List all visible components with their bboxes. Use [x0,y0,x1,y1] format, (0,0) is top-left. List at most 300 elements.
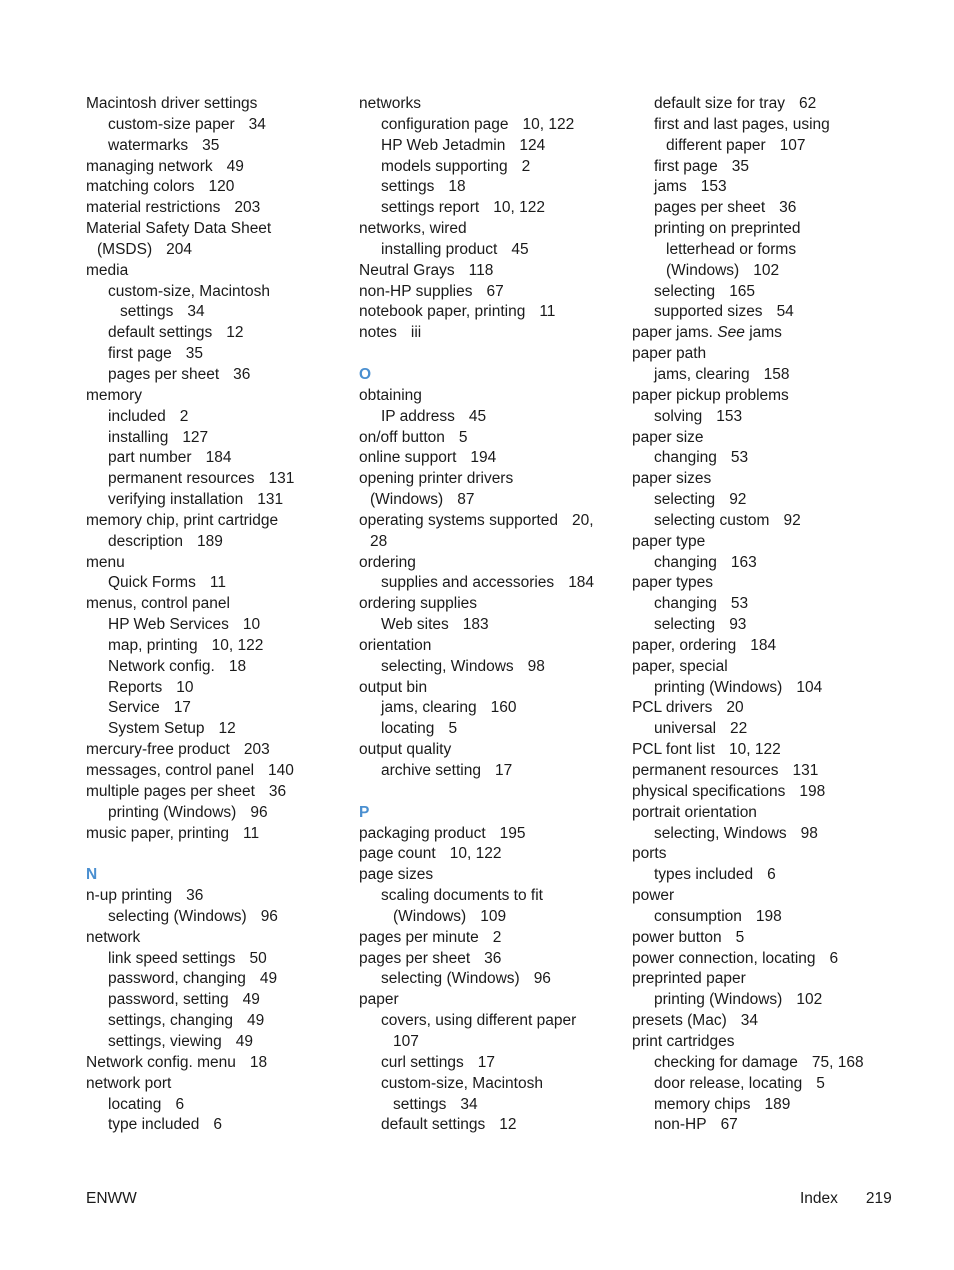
index-entry [359,428,619,449]
entry-term: HP Web Services [108,616,229,634]
entry-term: password, setting [108,991,229,1009]
page-reference[interactable]: 18 [448,178,466,196]
entry-term: online support [359,449,457,467]
entry-term: (Windows) [393,907,467,925]
index-entry [632,886,892,907]
entry-term: pages per minute [359,928,479,946]
entry-term: paper, ordering [632,636,737,654]
page-reference[interactable]: 49 [242,991,260,1009]
entry-term: matching colors [86,178,195,196]
index-subentry [86,323,341,344]
index-entry [632,469,892,490]
page-reference[interactable]: 93 [729,616,747,634]
index-entry [632,573,892,594]
entry-term: selecting, Windows [654,824,787,842]
index-entry [632,636,892,657]
entry-term: selecting (Windows) [108,907,247,925]
index-subentry [359,761,619,782]
index-entry [632,740,892,761]
entry-term: Service [108,699,160,717]
page-reference[interactable]: 35 [731,157,750,175]
index-entry [359,219,619,240]
index-entry [359,386,619,407]
page-reference[interactable]: 184 [750,636,777,654]
entry-term: link speed settings [108,949,236,967]
entry-term: paper path [632,345,707,363]
entry-term: memory chip, print cartridge [86,511,279,529]
page-reference[interactable]: 67 [486,282,504,300]
index-subentry [359,407,619,428]
entry-term: opening printer drivers [359,470,514,488]
spacer [86,844,341,865]
index-subentry [86,990,341,1011]
footer-publication-code: ENWW [86,1190,137,1207]
page-reference[interactable]: 49 [226,157,244,175]
page-reference[interactable]: 45 [468,407,487,425]
entry-term: paper types [632,574,713,592]
page-reference[interactable]: 36 [186,887,204,905]
page-reference[interactable]: 75, 168 [811,1053,864,1071]
index-subentry [86,428,341,449]
index-subentry [632,907,892,928]
entry-term: (Windows) [666,261,740,279]
entry-term: on/off button [359,428,445,446]
index-subentry [86,365,341,386]
index-subentry [359,240,619,261]
page-reference[interactable]: 92 [729,491,747,509]
index-subentry [86,969,341,990]
page-reference[interactable]: 62 [798,95,817,112]
page-reference[interactable]: 153 [716,407,743,425]
entry-term: changing [654,449,717,467]
entry-term: scaling documents to fit [381,887,543,905]
index-entry [86,824,341,845]
index-subentry [359,1053,619,1074]
index-subentry [632,261,892,282]
index-subentry [359,719,619,740]
entry-term: settings report [381,199,480,217]
page-reference[interactable]: 96 [250,803,268,821]
index-subentry [632,177,892,198]
entry-term: printing (Windows) [654,991,783,1009]
page-reference[interactable]: 10, 122 [211,636,264,654]
entry-term: custom-size paper [108,115,235,133]
page-reference[interactable]: 54 [776,303,794,321]
entry-term: first page [654,157,718,175]
entry-term: password, changing [108,970,246,988]
entry-term: supported sizes [654,303,763,321]
section-letter-text: P [359,803,370,821]
index-subentry [359,198,619,219]
page-reference[interactable]: 2 [492,928,502,946]
entry-term: printing (Windows) [108,803,237,821]
index-entry [86,177,341,198]
index-entry [632,698,892,719]
entry-term: selecting [654,616,716,634]
index-entry [359,678,619,699]
entry-term: page sizes [359,866,434,884]
entry-term: output bin [359,678,428,696]
page-reference[interactable]: 198 [799,782,826,800]
entry-term: Macintosh driver settings [86,95,258,112]
page-reference[interactable]: 5 [458,428,468,446]
page-reference[interactable]: 160 [490,699,517,717]
entry-term: jams, clearing [654,365,750,383]
index-entry [86,261,341,282]
page-reference[interactable]: 34 [248,115,266,133]
entry-term: paper size [632,428,704,446]
entry-term: printing on preprinted [654,220,801,238]
page-reference[interactable]: 102 [753,261,780,279]
index-entry [86,219,341,240]
index-subentry [86,136,341,157]
index-entry [86,761,341,782]
page-reference[interactable]: 102 [796,991,823,1009]
index-column-2 [359,94,619,1136]
entry-term: output quality [359,741,452,759]
page-reference[interactable]: 6 [829,949,839,967]
entry-term: networks, wired [359,220,467,238]
index-subentry [632,511,892,532]
page-reference[interactable]: 189 [764,1095,791,1113]
index-entry [86,511,341,532]
index-entry [359,636,619,657]
index-section-letter [86,865,341,886]
entry-term: Reports [108,678,163,696]
entry-term: non-HP supplies [359,282,473,300]
index-entry [86,928,341,949]
entry-term: presets (Mac) [632,1012,727,1030]
entry-term: 28 [370,532,388,550]
index-entry [359,990,619,1011]
section-letter-text: O [359,365,372,383]
page-reference[interactable]: 194 [470,449,497,467]
index-entry [632,949,892,970]
entry-term: default size for tray [654,95,785,112]
section-letter-text: N [86,866,98,884]
entry-term: pages per sheet [654,199,766,217]
page-reference[interactable]: 98 [800,824,818,842]
entry-term: selecting [654,282,716,300]
page-reference[interactable]: 34 [187,303,205,321]
page-reference[interactable]: 36 [779,199,797,217]
index-subentry [632,594,892,615]
index-subentry [632,115,892,136]
index-entry [86,782,341,803]
spacer [359,782,619,803]
entry-term: pages per sheet [359,949,471,967]
entry-term: 107 [393,1032,419,1050]
index-subentry [86,907,341,928]
page-reference[interactable]: 12 [226,324,244,342]
page-reference[interactable]: 203 [234,199,261,217]
entry-term: orientation [359,636,432,654]
page-reference[interactable]: 17 [173,699,191,717]
entry-term: preprinted paper [632,970,746,988]
page-reference[interactable]: 131 [257,491,284,509]
page-reference[interactable]: 36 [484,949,502,967]
page-reference[interactable]: 49 [246,1012,265,1030]
entry-term: permanent resources [108,470,255,488]
entry-term: PCL drivers [632,699,713,717]
entry-term: multiple pages per sheet [86,782,255,800]
entry-term: type included [108,1116,200,1134]
index-subentry [86,678,341,699]
index-section-letter [359,365,619,386]
entry-term: map, printing [108,636,198,654]
entry-term: checking for damage [654,1053,798,1071]
entry-term: locating [381,720,435,738]
page-reference[interactable]: 107 [779,136,806,154]
page-reference[interactable]: 11 [539,303,556,321]
page-reference[interactable]: 118 [468,261,494,279]
page-reference[interactable]: 35 [185,345,204,363]
page-reference[interactable]: 67 [720,1116,738,1134]
entry-term: obtaining [359,386,422,404]
index-entry [632,928,892,949]
page-reference[interactable]: 124 [519,136,546,154]
index-subentry [359,157,619,178]
entry-term: different paper [666,136,766,154]
entry-term: models supporting [381,157,508,175]
page-reference[interactable]: 36 [233,365,251,383]
page-reference[interactable]: 20, [572,511,594,529]
entry-term: System Setup [108,720,205,738]
entry-term: power connection, locating [632,949,816,967]
index-subentry [359,490,619,511]
page-reference[interactable]: 6 [213,1116,222,1134]
index-entry [86,553,341,574]
page-reference[interactable]: 17 [494,762,513,779]
entry-term: menus, control panel [86,595,230,613]
index-subentry [359,907,619,928]
index-subentry [86,573,341,594]
page-reference[interactable]: 153 [700,178,727,196]
entry-term: packaging product [359,824,486,842]
page-reference[interactable]: 165 [729,282,756,300]
page-reference[interactable]: 34 [740,1012,758,1030]
entry-term: included [108,407,166,425]
page-reference[interactable]: 49 [259,970,278,988]
entry-term: description [108,532,183,550]
page-reference[interactable]: 5 [735,928,745,946]
page-reference[interactable]: 140 [268,762,294,779]
page-reference[interactable]: 12 [218,720,236,738]
footer-page-info [800,1189,892,1209]
page-reference[interactable]: 184 [205,449,232,467]
index-subentry [86,115,341,136]
page-reference[interactable]: 131 [268,470,295,488]
entry-term: jams [654,178,687,196]
index-subentry [632,365,892,386]
page-reference[interactable]: 2 [179,407,189,425]
index-entry [632,969,892,990]
index-entry [359,949,619,970]
index-subentry [632,448,892,469]
index-subentry [359,115,619,136]
page-reference[interactable]: 98 [527,657,545,675]
page-reference[interactable]: 22 [730,720,748,738]
entry-term: n-up printing [86,887,173,905]
entry-term: HP Web Jetadmin [381,136,506,154]
page-reference[interactable]: 10 [242,616,261,634]
index-subentry [632,615,892,636]
see-reference-target[interactable]: jams [749,324,782,342]
page-reference[interactable]: 158 [763,365,790,383]
index-subentry [632,282,892,303]
page-reference[interactable]: 92 [783,511,801,529]
entry-term: changing [654,595,717,613]
entry-term: mercury-free product [86,741,230,759]
entry-term: memory [86,386,142,404]
entry-term: verifying installation [108,491,244,509]
entry-term: covers, using different paper [381,1012,577,1030]
entry-term: media [86,261,129,279]
entry-term: memory chips [654,1095,751,1113]
entry-term: paper, special [632,657,728,675]
index-entry [359,824,619,845]
index-subentry [632,990,892,1011]
page-reference[interactable]: 11 [209,574,226,592]
entry-term: non-HP [654,1116,707,1134]
entry-term: Network config. menu [86,1053,236,1071]
entry-term: power [632,887,675,905]
page-reference[interactable]: 10, 122 [493,199,545,217]
page-reference[interactable]: 203 [243,741,270,759]
page-reference[interactable]: 17 [477,1053,495,1071]
page-reference[interactable]: 5 [816,1074,825,1092]
index-subentry [632,94,892,115]
page-reference[interactable]: 34 [460,1095,478,1113]
index-entry [86,94,341,115]
page-reference[interactable]: 127 [182,428,209,446]
entry-term: physical specifications [632,782,786,800]
page-reference[interactable]: 2 [521,157,531,175]
entry-term: ports [632,845,667,863]
index-subentry [359,615,619,636]
entry-term: notebook paper, printing [359,303,526,321]
entry-term: settings [120,303,174,321]
entry-term: locating [108,1095,162,1113]
index-subentry [86,532,341,553]
entry-term: operating systems supported [359,511,559,529]
index-subentry [359,657,619,678]
page-reference[interactable]: 120 [208,178,235,196]
entry-term: configuration page [381,115,509,133]
entry-term: printing (Windows) [654,678,783,696]
index-subentry [86,615,341,636]
entry-term: settings, changing [108,1012,233,1030]
index-subentry [359,573,619,594]
entry-term: solving [654,407,703,425]
page-reference[interactable]: 163 [730,553,757,571]
entry-term: changing [654,553,717,571]
page-reference[interactable]: 18 [228,657,247,675]
page-reference[interactable]: 204 [166,240,192,258]
page-reference[interactable]: 53 [730,449,749,467]
index-entry [359,865,619,886]
page-reference[interactable]: 184 [568,574,595,592]
page-reference[interactable]: 104 [796,678,823,696]
page-reference[interactable]: 49 [235,1032,253,1050]
entry-term: selecting, Windows [381,657,514,675]
page-reference[interactable]: 5 [448,720,458,738]
page-reference[interactable]: 195 [499,824,526,842]
page-reference[interactable]: 20 [726,699,744,717]
index-entry [86,1074,341,1095]
index-entry [632,657,892,678]
page-reference[interactable]: 131 [792,762,819,779]
index-subentry [86,1115,341,1136]
entry-term: consumption [654,907,742,925]
page-reference[interactable]: 36 [268,782,287,800]
index-entry [359,302,619,323]
index-subentry [86,407,341,428]
entry-term: archive setting [381,762,481,779]
page-reference[interactable]: 10, 122 [449,845,502,863]
index-subentry [632,198,892,219]
index-subentry [86,719,341,740]
index-subentry [86,302,341,323]
entry-term: paper jams. [632,324,713,342]
entry-term: jams, clearing [381,699,477,717]
index-subentry [632,678,892,699]
index-subentry [632,240,892,261]
page-reference[interactable]: 96 [260,907,278,925]
index-entry [86,1053,341,1074]
page-reference[interactable]: 10, 122 [522,115,575,133]
entry-term: power button [632,928,722,946]
page-reference[interactable]: 109 [480,907,507,925]
index-subentry [86,803,341,824]
index-entry [632,428,892,449]
page-reference[interactable]: 87 [457,491,475,509]
entry-term: supplies and accessories [381,574,555,592]
page-reference[interactable]: 45 [511,240,529,258]
index-entry [632,532,892,553]
index-entry [632,1011,892,1032]
entry-term: settings [381,178,435,196]
page-reference[interactable]: 198 [755,907,782,925]
index-entry [359,94,619,115]
page-reference[interactable]: 18 [249,1053,268,1071]
spacer [359,344,619,365]
page-reference[interactable]: 6 [175,1095,185,1113]
entry-term: (Windows) [370,491,444,509]
page-reference[interactable]: 10, 122 [729,741,781,759]
index-entry [86,386,341,407]
index-subentry [359,1011,619,1032]
page-reference[interactable]: 53 [730,595,749,613]
page-reference[interactable]: 50 [249,949,267,967]
index-subentry [86,282,341,303]
entry-term: custom-size, Macintosh [381,1074,543,1092]
page-reference[interactable]: 96 [533,970,551,988]
page-reference[interactable]: iii [410,324,422,342]
page-reference[interactable]: 183 [462,616,489,634]
page-reference[interactable]: 35 [202,136,220,154]
page-reference[interactable]: 10 [176,678,194,696]
index-subentry [632,719,892,740]
index-subentry [86,698,341,719]
page-reference[interactable]: 12 [499,1116,517,1134]
page-reference[interactable]: 6 [767,866,776,884]
index-entry [632,344,892,365]
page-reference[interactable]: 189 [196,532,223,550]
page-reference[interactable]: 11 [243,824,260,842]
entry-term: notes [359,324,397,342]
entry-term: permanent resources [632,762,779,779]
